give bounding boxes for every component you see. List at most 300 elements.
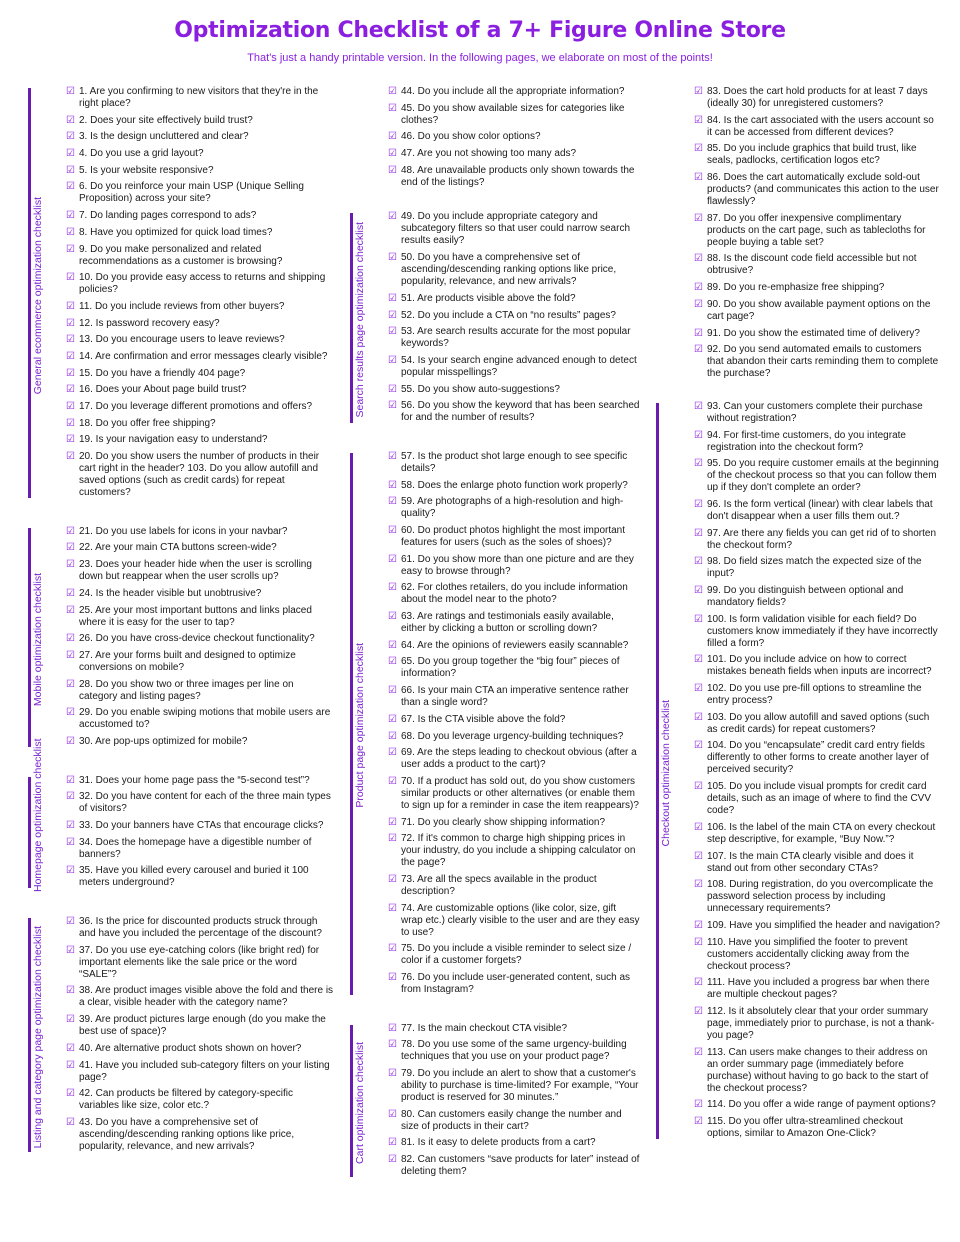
checklist-item	[694, 585, 940, 609]
checklist-item-text: 69. Are the steps leading to checkout obvious (after a user adds a product to the cart)?	[401, 747, 637, 771]
checked-box-icon: ☑	[694, 212, 703, 224]
checked-box-icon: ☑	[694, 556, 703, 568]
checklist-item-text: 16. Does your About page build trust?	[79, 384, 247, 396]
section-bar	[656, 403, 659, 1139]
checklist-item-text: 42. Can products be filtered by category-specific variables like size, color etc.?	[79, 1088, 293, 1112]
checklist-items	[694, 401, 940, 1145]
checklist-item	[66, 837, 334, 861]
checked-box-icon: ☑	[66, 434, 75, 446]
checklist-item	[66, 945, 334, 981]
checklist-item-text: 27. Are your forms built and designed to optimize conversions on mobile?	[79, 649, 296, 673]
checklist-item-text: 77. Is the main checkout CTA visible?	[401, 1022, 568, 1034]
checked-box-icon: ☑	[694, 781, 703, 793]
checklist-item-text: 71. Do you clearly show shipping information?	[401, 816, 605, 828]
checklist-item	[66, 526, 334, 538]
checked-box-icon: ☑	[694, 879, 703, 891]
checklist-item-text: 57. Is the product shot large enough to see specific details?	[401, 450, 628, 474]
checklist-item-text: 105. Do you include visual prompts for credit card details, such as an image of where to find the CVV code?	[707, 781, 932, 817]
checklist-item	[66, 1117, 334, 1153]
checked-box-icon: ☑	[388, 582, 397, 594]
checklist-item	[66, 227, 334, 239]
checked-box-icon: ☑	[66, 525, 75, 537]
checklist-item	[388, 833, 640, 869]
checklist-item-text: 21. Do you use labels for icons in your navbar?	[79, 525, 288, 537]
checked-box-icon: ☑	[388, 252, 397, 264]
checked-box-icon: ☑	[66, 791, 75, 803]
checklist-item	[388, 972, 640, 996]
page-title: Optimization Checklist of a 7+ Figure Online Store	[174, 18, 786, 43]
checked-box-icon: ☑	[388, 1108, 397, 1120]
checklist-items	[388, 451, 640, 1001]
checklist-item-text: 7. Do landing pages correspond to ads?	[79, 210, 257, 222]
checklist-item	[694, 401, 940, 425]
checklist-item	[66, 736, 334, 748]
checked-box-icon: ☑	[388, 1154, 397, 1166]
checklist-item	[694, 282, 940, 294]
checked-box-icon: ☑	[66, 272, 75, 284]
checklist-item	[694, 1099, 940, 1111]
checklist-item-text: 18. Do you offer free shipping?	[79, 417, 216, 429]
section-bar	[28, 918, 31, 1152]
checklist-item-text: 95. Do you require customer emails at the beginning of the checkout process so that you can follow them up if they don't complete an order?	[707, 458, 939, 494]
section-label-area	[28, 738, 66, 894]
checklist-item-text: 5. Is your website responsive?	[79, 164, 214, 176]
checklist-item-text: 24. Is the header visible but unobtrusive?	[79, 587, 262, 599]
checked-box-icon: ☑	[66, 114, 75, 126]
checklist-item	[694, 654, 940, 678]
checklist-section	[656, 86, 940, 385]
checklist-item-text: 66. Is your main CTA an imperative sentence rather than a single word?	[401, 685, 629, 709]
checked-box-icon: ☑	[388, 873, 397, 885]
checklist-item	[694, 172, 940, 208]
checked-box-icon: ☑	[66, 1059, 75, 1071]
checklist-item	[388, 747, 640, 771]
checked-box-icon: ☑	[694, 1005, 703, 1017]
checked-box-icon: ☑	[66, 417, 75, 429]
checked-box-icon: ☑	[694, 613, 703, 625]
checked-box-icon: ☑	[694, 683, 703, 695]
checklist-items	[388, 1023, 640, 1183]
checklist-item	[66, 418, 334, 430]
checklist-item	[66, 272, 334, 296]
checklist-item-text: 113. Can users make changes to their address on an order summary page (immediately before purchase) without having to go back to the start of the checkout process?	[707, 1046, 929, 1094]
checklist-item	[388, 656, 640, 680]
checked-box-icon: ☑	[66, 164, 75, 176]
checklist-item	[66, 165, 334, 177]
checklist-item-text: 103. Do you allow autofill and saved options (such as credit cards) for repeat customers?	[707, 711, 930, 735]
checklist-item-text: 6. Do you reinforce your main USP (Unique Selling Proposition) across your site?	[79, 181, 304, 205]
checklist-item	[694, 937, 940, 973]
checklist-item	[66, 588, 334, 600]
checklist-item-text: 45. Do you show available sizes for categories like clothes?	[401, 102, 625, 126]
checked-box-icon: ☑	[388, 383, 397, 395]
checklist-item-text: 51. Are products visible above the fold?	[401, 292, 576, 304]
checklist-item	[388, 86, 640, 98]
checked-box-icon: ☑	[388, 1022, 397, 1034]
checklist-item	[388, 731, 640, 743]
checklist-item	[388, 252, 640, 288]
checklist-item-text: 63. Are ratings and testimonials easily available, either by clicking a button or scrolling down?	[401, 611, 614, 635]
checklist-item	[388, 1109, 640, 1133]
checked-box-icon: ☑	[694, 1099, 703, 1111]
checklist-item-text: 101. Do you include advice on how to correct mistakes beneath fields when inputs are incorrect?	[707, 654, 932, 678]
checklist-section	[28, 526, 334, 753]
checked-box-icon: ☑	[66, 401, 75, 412]
checked-box-icon: ☑	[388, 400, 397, 412]
checklist-item-text: 104. Do you “encapsulate” credit card entry fields differently to other forms to create another layer of perceived security?	[707, 740, 929, 776]
section-label: Listing and category page optimization checklist	[32, 926, 44, 1149]
checklist-item	[694, 614, 940, 650]
checklist-item-text: 93. Can your customers complete their purchase without registration?	[707, 400, 923, 424]
column-2	[350, 86, 640, 1183]
checklist-item-text: 88. Is the discount code field accessible but not obtrusive?	[707, 253, 917, 277]
checked-box-icon: ☑	[694, 400, 703, 412]
checklist-item	[388, 355, 640, 379]
checked-box-icon: ☑	[694, 86, 703, 97]
checklist-item-text: 75. Do you include a visible reminder to select size / color if a customer forgets?	[401, 943, 632, 967]
checklist-item-text: 115. Do you offer ultra-streamlined checkout options, similar to Amazon One-Click?	[707, 1116, 903, 1139]
checklist-item-text: 17. Do you leverage different promotions and offers?	[79, 401, 313, 412]
checklist-item-text: 74. Are customizable options (like color, size, gift wrap etc.) clearly visible to the user and are they easy to use?	[401, 902, 640, 938]
checked-box-icon: ☑	[694, 429, 703, 441]
checked-box-icon: ☑	[388, 685, 397, 697]
section-bar	[350, 213, 353, 423]
checklist-item	[694, 556, 940, 580]
checklist-item	[388, 293, 640, 305]
checklist-item-text: 96. Is the form vertical (linear) with clear labels that don't disappear when a user fills them out.?	[707, 498, 933, 522]
checklist-item-text: 60. Do product photos highlight the most important features for users (such as the soles of shoes)?	[401, 525, 626, 548]
checked-box-icon: ☑	[66, 633, 75, 645]
checklist-item	[694, 115, 940, 139]
checklist-item	[66, 148, 334, 160]
checklist-item-text: 56. Do you show the keyword that has been searched for and the number of results?	[401, 400, 640, 424]
checklist-item-text: 98. Do field sizes match the expected size of the input?	[707, 556, 922, 580]
checklist-item-text: 68. Do you leverage urgency-building techniques?	[401, 730, 624, 742]
checklist-item-text: 23. Does your header hide when the user is scrolling down but reappear when the user scrolls up?	[79, 559, 312, 583]
checklist-item-text: 9. Do you make personalized and related recommendations as a customer is browsing?	[79, 243, 283, 267]
checklist-item-text: 4. Do you use a grid layout?	[79, 148, 204, 160]
checklist-item-text: 67. Is the CTA visible above the fold?	[401, 713, 566, 725]
checklist-item-text: 15. Do you have a friendly 404 page?	[79, 367, 246, 379]
checklist-item-text: 49. Do you include appropriate category and subcategory filters so that user could narrow search results easily?	[401, 211, 630, 247]
checked-box-icon: ☑	[388, 902, 397, 914]
checked-box-icon: ☑	[66, 317, 75, 329]
checklist-item	[66, 707, 334, 731]
checklist-item-text: 91. Do you show the estimated time of delivery?	[707, 327, 920, 339]
checklist-item	[388, 554, 640, 578]
checklist-item-text: 73. Are all the specs available in the product description?	[401, 873, 597, 897]
checklist-item-text: 34. Does the homepage have a digestible number of banners?	[79, 836, 312, 860]
checked-box-icon: ☑	[66, 300, 75, 312]
checklist-item-text: 85. Do you include graphics that build trust, like seals, padlocks, certification logos etc?	[707, 143, 917, 167]
checklist-item	[66, 1014, 334, 1038]
checklist-item-text: 78. Do you use some of the same urgency-building techniques that you use on your product page?	[401, 1039, 627, 1063]
checklist-section	[350, 211, 640, 429]
section-label-area	[656, 86, 694, 385]
checked-box-icon: ☑	[694, 936, 703, 948]
checked-box-icon: ☑	[388, 1137, 397, 1149]
checked-box-icon: ☑	[694, 740, 703, 752]
section-label: Search results page optimization checklist	[354, 222, 366, 418]
checklist-item-text: 14. Are confirmation and error messages clearly visible?	[79, 350, 328, 362]
section-bar	[28, 528, 31, 747]
checklist-items	[694, 86, 940, 385]
checked-box-icon: ☑	[388, 148, 397, 160]
checklist-item	[66, 1060, 334, 1084]
checklist-item	[388, 384, 640, 396]
checklist-items	[388, 86, 640, 193]
checked-box-icon: ☑	[694, 172, 703, 184]
checked-box-icon: ☑	[388, 730, 397, 742]
checklist-item-text: 99. Do you distinguish between optional and mandatory fields?	[707, 585, 904, 608]
checklist-item	[388, 131, 640, 143]
checklist-item	[388, 103, 640, 127]
checklist-item-text: 41. Have you included sub-category filters on your listing page?	[79, 1059, 330, 1083]
checked-box-icon: ☑	[694, 327, 703, 339]
checked-box-icon: ☑	[66, 836, 75, 848]
checklist-item	[388, 310, 640, 322]
checklist-item-text: 30. Are pop-ups optimized for mobile?	[79, 735, 248, 747]
checklist-item-text: 82. Can customers “save products for later” instead of deleting them?	[401, 1154, 640, 1178]
checklist-item	[66, 301, 334, 313]
checked-box-icon: ☑	[66, 210, 75, 222]
checked-box-icon: ☑	[66, 542, 75, 554]
checklist-item-text: 26. Do you have cross-device checkout functionality?	[79, 633, 315, 645]
checklist-item-text: 36. Is the price for discounted products struck through and have you included the percentage of the discount?	[79, 916, 322, 940]
checklist-items	[66, 916, 334, 1158]
checklist-item-text: 58. Does the enlarge photo function work properly?	[401, 479, 628, 491]
section-bar	[350, 453, 353, 995]
checklist-item-text: 108. During registration, do you overcomplicate the password selection process by including unnecessary requirements?	[707, 879, 934, 915]
checked-box-icon: ☑	[694, 498, 703, 510]
checked-box-icon: ☑	[694, 458, 703, 470]
section-label-area	[28, 526, 66, 753]
checklist-item	[694, 143, 940, 167]
checked-box-icon: ☑	[388, 354, 397, 366]
checklist-item	[694, 781, 940, 817]
checklist-item-text: 92. Do you send automated emails to customers that abandon their carts reminding them to complete the purchase?	[707, 344, 939, 380]
checked-box-icon: ☑	[66, 334, 75, 346]
checklist-item-text: 62. For clothes retailers, do you include information about the model near to the photo?	[401, 582, 628, 606]
checked-box-icon: ☑	[388, 943, 397, 955]
checklist-item	[66, 650, 334, 674]
checklist-item	[388, 525, 640, 549]
checked-box-icon: ☑	[388, 747, 397, 759]
checked-box-icon: ☑	[388, 656, 397, 668]
checked-box-icon: ☑	[388, 1039, 397, 1051]
checked-box-icon: ☑	[694, 114, 703, 126]
checklist-item	[66, 86, 334, 110]
checked-box-icon: ☑	[388, 326, 397, 338]
checklist-item	[66, 318, 334, 330]
checklist-item-text: 100. Is form validation visible for each field? Do customers know immediately if they have incorrectly filled a form?	[707, 613, 938, 649]
section-label-area	[350, 211, 388, 429]
checklist-item-text: 48. Are unavailable products only shown towards the end of the listings?	[401, 164, 635, 188]
checked-box-icon: ☑	[66, 226, 75, 238]
checked-box-icon: ☑	[388, 713, 397, 725]
checklist-item	[388, 165, 640, 189]
checklist-item	[388, 582, 640, 606]
checklist-item	[388, 211, 640, 247]
checklist-item-text: 12. Is password recovery easy?	[79, 317, 220, 329]
checklist-item-text: 94. For first-time customers, do you integrate registration into the checkout form?	[707, 429, 906, 453]
checklist-item	[66, 451, 334, 499]
section-label: Homepage optimization checklist	[32, 738, 44, 892]
section-label: General ecommerce optimization checklist	[32, 196, 44, 394]
checklist-item	[66, 181, 334, 205]
checked-box-icon: ☑	[694, 253, 703, 265]
checklist-item-text: 53. Are search results accurate for the most popular keywords?	[401, 326, 631, 350]
checklist-item-text: 55. Do you show auto-suggestions?	[401, 383, 560, 395]
checked-box-icon: ☑	[694, 344, 703, 356]
checklist-item-text: 112. Is it absolutely clear that your order summary page, immediately prior to purchase, is not a thank-you page?	[707, 1005, 935, 1041]
checklist-item	[388, 685, 640, 709]
checked-box-icon: ☑	[388, 86, 397, 97]
checklist-item	[694, 499, 940, 523]
checklist-item	[694, 1116, 940, 1140]
checked-box-icon: ☑	[694, 1116, 703, 1127]
checked-box-icon: ☑	[66, 1088, 75, 1100]
checklist-item	[388, 496, 640, 520]
checklist-item-text: 59. Are photographs of a high-resolution and high-quality?	[401, 496, 624, 520]
checklist-item	[694, 344, 940, 380]
column-1	[28, 86, 334, 1158]
checked-box-icon: ☑	[388, 309, 397, 321]
checked-box-icon: ☑	[66, 774, 75, 786]
checked-box-icon: ☑	[388, 131, 397, 143]
checklist-item	[388, 1039, 640, 1063]
checklist-item-text: 79. Do you include an alert to show that a customer's ability to purchase is time-limited? For example, “Your product is reserved for 30 minutes.”	[401, 1068, 639, 1104]
checklist-item-text: 29. Do you enable swiping motions that mobile users are accustomed to?	[79, 707, 331, 731]
section-label: Mobile optimization checklist	[32, 572, 44, 706]
checklist-section	[350, 86, 640, 193]
checklist-item	[66, 434, 334, 446]
checked-box-icon: ☑	[66, 451, 75, 463]
checklist-item-text: 84. Is the cart associated with the users account so it can be accessed from different devices?	[707, 114, 934, 138]
checked-box-icon: ☑	[694, 711, 703, 723]
checklist-item-text: 44. Do you include all the appropriate information?	[401, 86, 625, 97]
checklist-item	[66, 865, 334, 889]
checked-box-icon: ☑	[388, 816, 397, 828]
checklist-item	[694, 977, 940, 1001]
checklist-item	[66, 791, 334, 815]
checklist-item-text: 109. Have you simplified the header and navigation?	[707, 919, 940, 931]
checked-box-icon: ☑	[66, 148, 75, 160]
checklist-item-text: 22. Are your main CTA buttons screen-wide?	[79, 542, 277, 554]
checked-box-icon: ☑	[388, 833, 397, 845]
checklist-item	[66, 384, 334, 396]
checklist-item-text: 61. Do you show more than one picture and are they easy to browse through?	[401, 553, 634, 577]
checklist-item	[66, 210, 334, 222]
section-bar	[350, 1025, 353, 1177]
checked-box-icon: ☑	[694, 821, 703, 833]
checklist-item-text: 76. Do you include user-generated content, such as from Instagram?	[401, 972, 631, 995]
checklist-item	[388, 326, 640, 350]
checklist-item-text: 39. Are product pictures large enough (do you make the best use of space)?	[79, 1014, 326, 1038]
checked-box-icon: ☑	[694, 977, 703, 989]
checklist-item-text: 32. Do you have content for each of the three main types of visitors?	[79, 791, 331, 815]
checked-box-icon: ☑	[694, 654, 703, 666]
checklist-item-text: 106. Is the label of the main CTA on every checkout step descriptive, for example, “Buy Now.”?	[707, 821, 936, 845]
checked-box-icon: ☑	[66, 181, 75, 193]
checklist-item-text: 111. Have you included a progress bar when there are multiple checkout pages?	[707, 977, 930, 1001]
checklist-item	[66, 368, 334, 380]
checked-box-icon: ☑	[66, 678, 75, 690]
checked-box-icon: ☑	[694, 298, 703, 310]
checked-box-icon: ☑	[388, 611, 397, 623]
checklist-item-text: 54. Is your search engine advanced enough to detect popular misspellings?	[401, 354, 637, 378]
checked-box-icon: ☑	[66, 1014, 75, 1026]
checklist-item-text: 2. Does your site effectively build trust?	[79, 114, 253, 126]
checked-box-icon: ☑	[66, 865, 75, 877]
checked-box-icon: ☑	[66, 649, 75, 661]
checklist-item-text: 43. Do you have a comprehensive set of ascending/descending ranking options like price, popularity, relevance, and new arrivals?	[79, 1116, 295, 1152]
checklist-item-text: 86. Does the cart automatically exclude sold-out products? (and communicates this action to the user flawlessly?	[707, 172, 939, 208]
checklist-item-text: 19. Is your navigation easy to understand?	[79, 434, 268, 446]
checklist-item	[66, 351, 334, 363]
checklist-item-text: 65. Do you group together the “big four” pieces of information?	[401, 656, 620, 680]
section-bar	[28, 777, 31, 888]
checklist-item-text: 1. Are you confirming to new visitors that they're in the right place?	[79, 86, 319, 109]
checklist-item	[694, 299, 940, 323]
section-label-area	[28, 86, 66, 504]
checklist-items	[66, 775, 334, 894]
checked-box-icon: ☑	[66, 243, 75, 255]
checked-box-icon: ☑	[388, 972, 397, 983]
checklist-item-text: 38. Are product images visible above the fold and there is a clear, visible header with the category name?	[79, 985, 334, 1009]
checklist-item-text: 90. Do you show available payment options on the cart page?	[707, 298, 931, 322]
checklist-item	[694, 528, 940, 552]
checklist-item	[694, 86, 940, 110]
checklist-section	[350, 1023, 640, 1183]
checklist-item	[694, 920, 940, 932]
checklist-item-text: 87. Do you offer inexpensive complimentary products on the cart page, such as tablecloths for people buying a table set?	[707, 212, 926, 248]
checklist-item	[694, 430, 940, 454]
checklist-item	[388, 1068, 640, 1104]
checklist-item-text: 28. Do you show two or three images per line on category and listing pages?	[79, 678, 294, 702]
checklist-item	[66, 775, 334, 787]
checked-box-icon: ☑	[66, 820, 75, 831]
checklist-item	[694, 1006, 940, 1042]
checked-box-icon: ☑	[388, 292, 397, 304]
checklist-item	[66, 633, 334, 645]
checked-box-icon: ☑	[388, 211, 397, 223]
checklist-items	[66, 526, 334, 753]
checklist-item	[66, 1088, 334, 1112]
checklist-item-text: 3. Is the design uncluttered and clear?	[79, 131, 249, 143]
checked-box-icon: ☑	[694, 282, 703, 294]
checklist-item-text: 13. Do you encourage users to leave reviews?	[79, 334, 285, 346]
checklist-item	[694, 328, 940, 340]
checklist-item-text: 97. Are there any fields you can get rid of to shorten the checkout form?	[707, 527, 937, 551]
checklist-item	[66, 542, 334, 554]
checklist-item	[388, 451, 640, 475]
checked-box-icon: ☑	[66, 587, 75, 599]
checklist-item-text: 25. Are your most important buttons and links placed where it is easy for the user to tap?	[79, 604, 312, 628]
section-label-area	[350, 86, 388, 193]
section-label-area	[656, 401, 694, 1145]
checklist-item	[694, 740, 940, 776]
checklist-section	[350, 451, 640, 1001]
checklist-item-text: 50. Do you have a comprehensive set of ascending/descending ranking options like price, popularity, relevance, and new arrivals?	[401, 252, 617, 288]
checklist-item-text: 52. Do you include a CTA on “no results” pages?	[401, 309, 616, 321]
checklist-item-text: 46. Do you show color options?	[401, 131, 541, 143]
checked-box-icon: ☑	[66, 916, 75, 928]
checklist-items	[388, 211, 640, 429]
checked-box-icon: ☑	[694, 143, 703, 155]
checked-box-icon: ☑	[388, 102, 397, 114]
checklist-item	[388, 1154, 640, 1178]
